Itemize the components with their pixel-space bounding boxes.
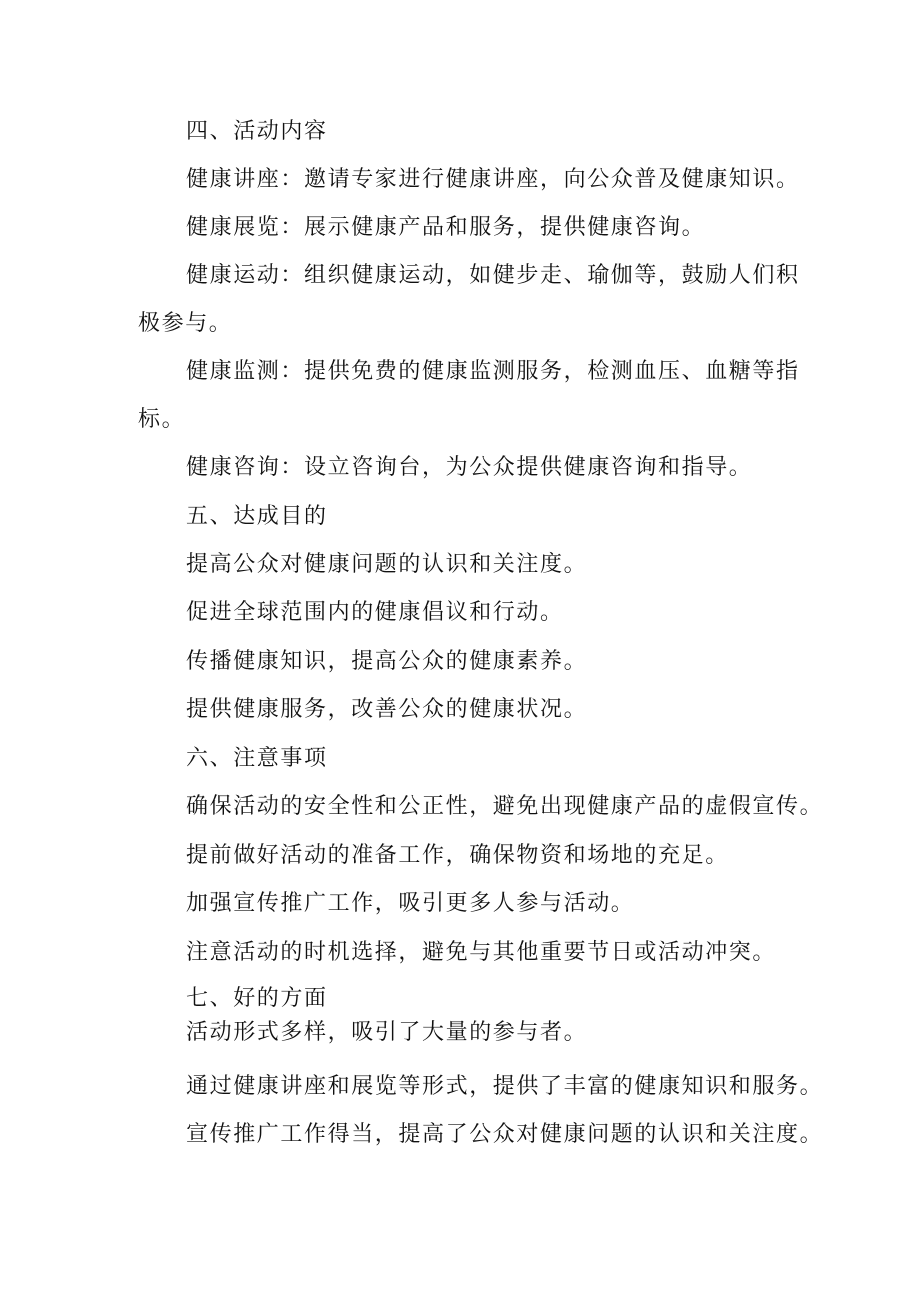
paragraph: 活动形式多样，吸引了大量的参与者。 [186,1020,588,1045]
section-heading: 七、好的方面 [186,986,328,1011]
section-heading: 四、活动内容 [186,119,328,144]
paragraph: 注意活动的时机选择，避免与其他重要节日或活动冲突。 [186,940,777,965]
paragraph: 通过健康讲座和展览等形式，提供了丰富的健康知识和服务。 [186,1074,824,1099]
section-heading: 五、达成目的 [186,504,328,529]
paragraph: 传播健康知识，提高公众的健康素养。 [186,649,588,674]
paragraph: 提前做好活动的准备工作，确保物资和场地的充足。 [186,843,729,868]
paragraph: 健康展览：展示健康产品和服务，提供健康咨询。 [186,215,706,240]
paragraph: 健康运动：组织健康运动，如健步走、瑜伽等，鼓励人们积 [186,263,800,288]
paragraph: 促进全球范围内的健康倡议和行动。 [186,600,564,625]
paragraph-continuation: 标。 [138,407,186,432]
paragraph: 宣传推广工作得当，提高了公众对健康问题的认识和关注度。 [186,1122,824,1147]
paragraph: 加强宣传推广工作，吸引更多人参与活动。 [186,891,635,916]
paragraph-continuation: 极参与。 [138,311,233,336]
paragraph: 提高公众对健康问题的认识和关注度。 [186,552,588,577]
paragraph: 确保活动的安全性和公正性，避免出现健康产品的虚假宣传。 [186,794,824,819]
paragraph: 提供健康服务，改善公众的健康状况。 [186,697,588,722]
section-heading: 六、注意事项 [186,746,328,771]
paragraph: 健康监测：提供免费的健康监测服务，检测血压、血糖等指 [186,359,800,384]
paragraph: 健康咨询：设立咨询台，为公众提供健康咨询和指导。 [186,455,753,480]
paragraph: 健康讲座：邀请专家进行健康讲座，向公众普及健康知识。 [186,167,800,192]
